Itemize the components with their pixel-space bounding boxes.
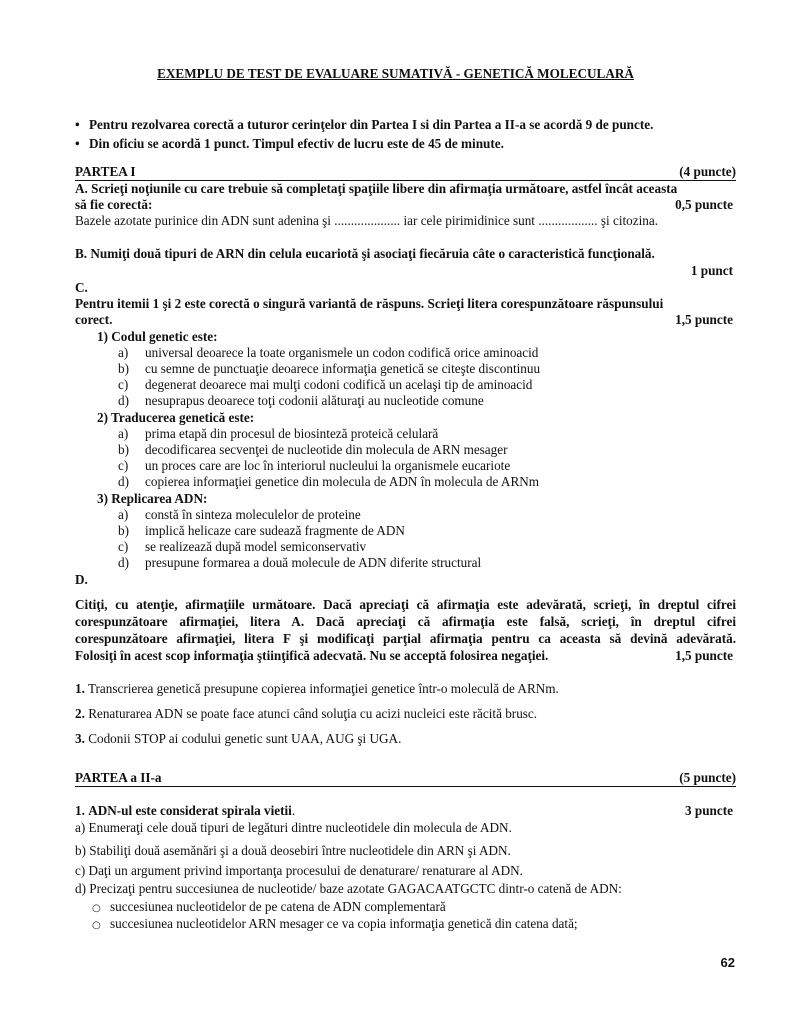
question-1-option-a: a) universal deoarece la toate organismele un codon codifică orice aminoacid (118, 345, 539, 360)
section-a-instruction-cont: să fie corectă: (75, 197, 153, 212)
question-2-option-d: d) copierea informaţiei genetice din molecula de ADN în molecula de ARNm (118, 474, 540, 489)
part2-points: (5 puncte) (679, 770, 736, 785)
part2-heading: PARTEA a II-a (5 puncte) (75, 770, 736, 785)
section-a-instruction: A. Scrieţi noţiunile cu care trebuie să completaţi spaţiile libere din afirmaţia următoare, astfel încât aceasta (75, 181, 678, 196)
section-c-instruction: Pentru itemii 1 şi 2 este corectă o singură variantă de răspuns. Scrieţi litera corespunzătoare răspunsului (75, 296, 664, 311)
section-a-sentence: Bazele azotate purinice din ADN sunt adenina şi .................... iar cele pirimidinice sunt .................. şi citozina. (75, 213, 659, 228)
section-d-instruction-3: corespunzătoare afirmaţiei, litera F şi modificaţi parţial afirmaţia pentru ca aceasta să devină adevărată. (75, 631, 736, 646)
section-d-label: D. (75, 572, 88, 587)
section-d-points: 1,5 puncte (675, 648, 733, 663)
question-3-option-a: a) constă în sinteza moleculelor de proteine (118, 507, 361, 522)
document-title: EXEMPLU DE TEST DE EVALUARE SUMATIVĂ - GENETICĂ MOLECULARĂ (157, 66, 634, 81)
question-2-option-c: c) un proces care are loc în interiorul nucleului la organismele eucariote (118, 458, 511, 473)
intro-bullet-1: • Pentru rezolvarea corectă a tuturor cerinţelor din Partea I si din Partea a II-a se acordă 9 de puncte. (75, 117, 654, 132)
question-3: 3) Replicarea ADN: (97, 491, 208, 506)
part2-subitem-2: ○ succesiunea nucleotidelor ARN mesager ce va copia informaţia genetică din catena dată; (92, 916, 578, 934)
bullet-icon: • (75, 117, 80, 132)
question-1-option-d: d) nesuprapus deoarece toţi codonii alăturaţi au nucleotide comune (118, 393, 484, 408)
section-b-points: 1 punct (690, 263, 733, 278)
statement-1: 1. Transcrierea genetică presupune copierea informaţiei genetice într-o moleculă de ARNm. (75, 681, 559, 696)
question-3-option-d: d) presupune formarea a două molecule de ADN diferite structural (118, 555, 482, 570)
section-c-points: 1,5 puncte (675, 312, 733, 327)
question-1-option-b: b) cu semne de punctuaţie deoarece informaţia genetică se citeşte discontinuu (118, 361, 541, 376)
bullet-icon: • (75, 136, 80, 151)
question-1: 1) Codul genetic este: (97, 329, 218, 344)
part2-item-c: c) Daţi un argument privind importanţa procesului de denaturare/ renaturare al ADN. (75, 863, 523, 878)
circle-bullet-icon: ○ (92, 920, 101, 931)
question-3-option-c: c) se realizează după model semiconservativ (118, 539, 367, 554)
section-c-label: C. (75, 280, 88, 295)
part2-item-a: a) Enumeraţi cele două tipuri de legături dintre nucleotidele din molecula de ADN. (75, 820, 512, 835)
question-2-option-b: b) decodificarea secvenţei de nucleotide din molecula de ARN mesager (118, 442, 508, 457)
page-number: 62 (720, 955, 735, 970)
question-1-option-c: c) degenerat deoarece mai mulţi codoni codifică un acelaşi tip de aminoacid (118, 377, 533, 392)
section-d-instruction-2: corespunzătoare afirmaţiei, litera A. Dacă apreciaţi că afirmaţia este falsă, scrieţi, în dreptul cifrei (75, 614, 736, 629)
section-d-instruction-1: Citiţi, cu atenţie, afirmaţiile următoare. Dacă apreciaţi că afirmaţia este adevărată, scrieţi, în dreptul cifrei (75, 597, 736, 612)
intro-bullet-2: • Din oficiu se acordă 1 punct. Timpul efectiv de lucru este de 45 de minute. (75, 136, 504, 151)
section-b-instruction: B. Numiţi două tipuri de ARN din celula eucariotă şi asociaţi fiecăruia câte o caracteristică funcţională. (75, 246, 655, 261)
section-a-points: 0,5 puncte (675, 197, 733, 212)
circle-bullet-icon: ○ (92, 903, 101, 914)
part2-item-b: b) Stabiliţi două asemănări şi a două deosebiri între nucleotidele din ARN şi ADN. (75, 843, 511, 858)
part2-question-1: 1. ADN-ul este considerat spirala vietii. (75, 803, 296, 818)
part2-subitem-1: ○ succesiunea nucleotidelor de pe catena de ADN complementară (92, 899, 446, 917)
question-3-option-b: b) implică helicaze care sudează fragmente de ADN (118, 523, 405, 538)
part2-question-1-points: 3 puncte (685, 803, 733, 818)
part1-points: (4 puncte) (679, 164, 736, 179)
part1-heading: PARTEA I (4 puncte) (75, 164, 736, 179)
section-d-instruction-4: Folosiţi în acest scop informaţia ştiinţifică adecvată. Nu se acceptă folosirea negaţiei. (75, 648, 549, 663)
question-2: 2) Traducerea genetică este: (97, 410, 255, 425)
question-2-option-a: a) prima etapă din procesul de biosinteză proteică celulară (118, 426, 439, 441)
statement-2: 2. Renaturarea ADN se poate face atunci când soluţia cu acizi nucleici este răcită brusc. (75, 706, 538, 721)
section-c-instruction-cont: corect. (75, 312, 113, 327)
statement-3: 3. Codonii STOP ai codului genetic sunt UAA, AUG şi UGA. (75, 731, 402, 746)
part2-item-d: d) Precizaţi pentru succesiunea de nucleotide/ baze azotate GAGACAATGCTC dintr-o catenă de ADN: (75, 881, 622, 896)
